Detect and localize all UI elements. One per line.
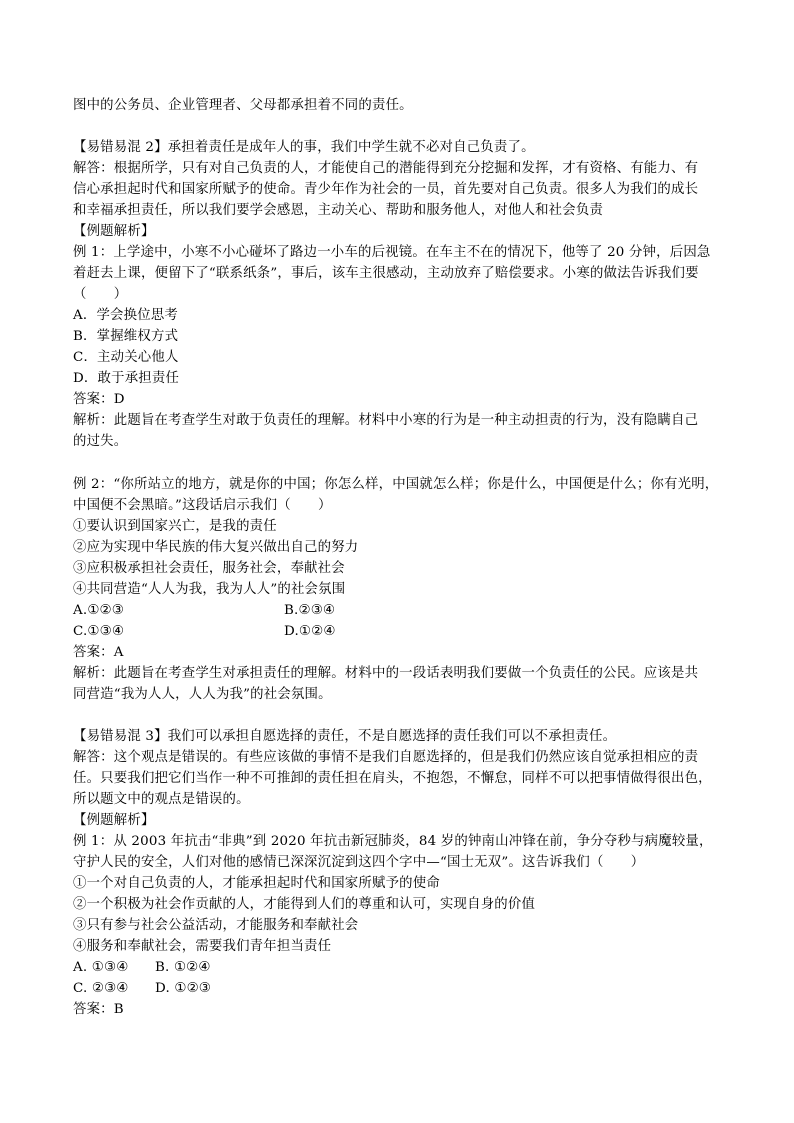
- answer-line: 答案：A: [73, 645, 124, 660]
- option-d: D．敢于承担责任: [73, 371, 180, 386]
- analysis-line: 同营造“我为人人，人人为我”的社会氛围。: [73, 687, 332, 702]
- option-b: B.②③④: [284, 603, 336, 618]
- analysis-line: 的过失。: [73, 434, 128, 449]
- option-a: A．学会换位思考: [73, 308, 179, 323]
- section-heading: 【例题解析】: [73, 224, 155, 239]
- question-line: 例 1：从 2003 年抗击“非典”到 2020 年抗击新冠肺炎，84 岁的钟南山冲锋在前，争分夺秒与病魔较量，: [73, 834, 713, 849]
- option-c: C.①③④: [73, 624, 125, 639]
- statement-2: ②应为实现中华民族的伟大复兴做出自己的努力: [73, 540, 359, 555]
- statement-2: ②一个积极为社会作贡献的人，才能得到人们的尊重和认可，实现自身的价值: [73, 897, 536, 912]
- paragraph-line: 解答：这个观点是错误的。有些应该做的事情不是我们自愿选择的，但是我们仍然应该自觉承担相应的责: [73, 750, 699, 765]
- option-c: C．主动关心他人: [73, 350, 179, 365]
- question-line: 例 2：“你所站立的地方，就是你的中国；你怎么样，中国就怎么样；你是什么，中国便是什么；你有光明，: [73, 477, 719, 492]
- section-heading: 【易错易混 3】我们可以承担自愿选择的责任，不是自愿选择的责任我们可以不承担责任。: [73, 729, 617, 744]
- option-a: A. ①③④: [73, 960, 129, 975]
- analysis-line: 解析：此题旨在考查学生对敢于负责任的理解。材料中小寒的行为是一种主动担责的行为，没有隐瞒自己: [73, 413, 699, 428]
- answer-line: 答案：B: [73, 1002, 124, 1017]
- option-b: B. ①②④: [155, 960, 211, 975]
- statement-4: ④服务和奉献社会，需要我们青年担当责任: [73, 939, 332, 954]
- section-heading: 【易错易混 2】承担着责任是成年人的事，我们中学生就不必对自己负责了。: [73, 140, 535, 155]
- statement-4: ④共同营造“人人为我，我为人人”的社会氛围: [73, 582, 346, 597]
- statement-1: ①一个对自己负责的人，才能承担起时代和国家所赋予的使命: [73, 876, 440, 891]
- section-heading: 【例题解析】: [73, 813, 155, 828]
- paragraph-line: 任。只要我们把它们当作一种不可推卸的责任担在肩头，不抱怨，不懈怠，同样不可以把事情做得很出色，: [73, 771, 712, 786]
- paragraph-line: 解答：根据所学，只有对自己负责的人，才能使自己的潜能得到充分挖掘和发挥，才有资格、有能力、有: [73, 161, 699, 176]
- analysis-line: 解析：此题旨在考查学生对承担责任的理解。材料中的一段话表明我们要做一个负责任的公民。应该是共: [73, 666, 699, 681]
- statement-3: ③只有参与社会公益活动，才能服务和奉献社会: [73, 918, 359, 933]
- paragraph-line: 信心承担起时代和国家所赋予的使命。青少年作为社会的一员，首先要对自己负责。很多人为我们的成长: [73, 182, 699, 197]
- option-c: C. ②③④: [73, 981, 129, 996]
- statement-1: ①要认识到国家兴亡，是我的责任: [73, 519, 277, 534]
- option-d: D.①②④: [284, 624, 336, 639]
- statement-3: ③应积极承担社会责任，服务社会，奉献社会: [73, 561, 345, 576]
- paragraph-line: 和幸福承担责任，所以我们要学会感恩，主动关心、帮助和服务他人，对他人和社会负责: [73, 203, 604, 218]
- option-a: A.①②③: [73, 603, 124, 618]
- question-line: （ ）: [73, 287, 128, 302]
- question-line: 守护人民的安全，人们对他的感情已深深沉淀到这四个字中—“国士无双”。这告诉我们（ ）: [73, 855, 645, 870]
- option-d: D. ①②③: [155, 981, 211, 996]
- paragraph-line: 所以题文中的观点是错误的。: [73, 792, 250, 807]
- option-b: B．掌握维权方式: [73, 329, 179, 344]
- answer-line: 答案：D: [73, 392, 125, 407]
- question-line: 例 1：上学途中，小寒不小心碰坏了路边一小车的后视镜。在车主不在的情况下，他等了 20 分钟，后因急: [73, 245, 711, 260]
- paragraph-line: 图中的公务员、企业管理者、父母都承担着不同的责任。: [73, 98, 413, 113]
- question-line: 着赶去上课，便留下了“联系纸条”，事后，该车主很感动，主动放弃了赔偿要求。小寒的做法告诉我们要: [73, 266, 699, 281]
- question-line: 中国便不会黑暗。”这段话启示我们（ ）: [73, 498, 332, 513]
